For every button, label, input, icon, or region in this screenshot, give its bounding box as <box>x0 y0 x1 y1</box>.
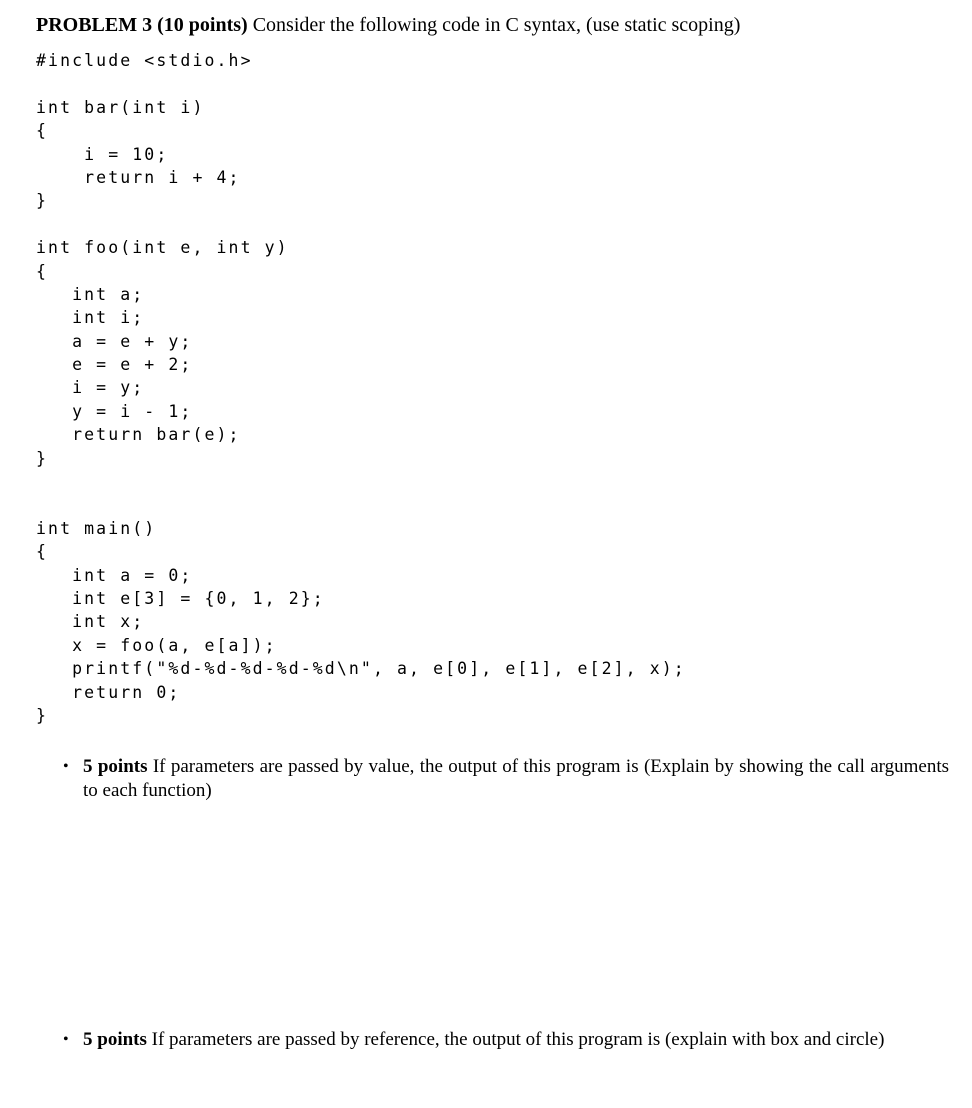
code-line <box>36 493 686 516</box>
code-line: { <box>36 261 49 281</box>
code-line: return 0; <box>36 682 181 702</box>
code-line: y = i - 1; <box>36 401 193 421</box>
code-line: int bar(int i) <box>36 97 205 117</box>
question-points: 5 points <box>83 756 148 777</box>
code-line: } <box>36 191 49 211</box>
problem-label: PROBLEM 3 <box>36 14 153 36</box>
code-line: return bar(e); <box>36 425 241 445</box>
code-line <box>36 470 686 493</box>
code-line: return i + 4; <box>36 167 241 187</box>
code-line <box>36 213 686 236</box>
question-points: 5 points <box>83 1029 147 1050</box>
code-line: int e[3] = {0, 1, 2}; <box>36 588 325 608</box>
code-line: i = 10; <box>36 144 169 164</box>
question-text: If parameters are passed by value, the output of this program is (Explain by showing the call arguments to each function) <box>83 756 950 801</box>
code-line <box>36 72 686 95</box>
code-line: } <box>36 705 49 725</box>
question-pass-by-reference <box>63 1028 949 1052</box>
problem-points: (10 points) <box>157 14 248 36</box>
code-line: x = foo(a, e[a]); <box>36 635 277 655</box>
problem-text: Consider the following code in C syntax, (use static scoping) <box>252 14 741 36</box>
code-line: { <box>36 542 49 562</box>
question-text: If parameters are passed by reference, the output of this program is (explain with box and circle) <box>151 1029 885 1050</box>
code-line: #include <stdio.h> <box>36 51 253 70</box>
code-line: int a; <box>36 284 145 304</box>
problem-heading <box>36 13 740 37</box>
code-line: int i; <box>36 308 145 328</box>
code-line: int foo(int e, int y) <box>36 238 289 258</box>
code-line: } <box>36 448 49 468</box>
question-pass-by-value <box>63 755 950 803</box>
bullet-icon: • <box>63 1031 69 1048</box>
code-block <box>36 49 686 727</box>
code-line: int main() <box>36 518 157 538</box>
code-line: int a = 0; <box>36 565 193 585</box>
code-line: printf("%d-%d-%d-%d-%d\n", a, e[0], e[1], e[2], x); <box>36 659 686 679</box>
code-line: i = y; <box>36 378 145 398</box>
bullet-icon: • <box>63 758 69 775</box>
code-line: a = e + y; <box>36 331 193 351</box>
code-line: { <box>36 121 49 141</box>
code-line: e = e + 2; <box>36 355 193 375</box>
code-line: int x; <box>36 612 145 632</box>
